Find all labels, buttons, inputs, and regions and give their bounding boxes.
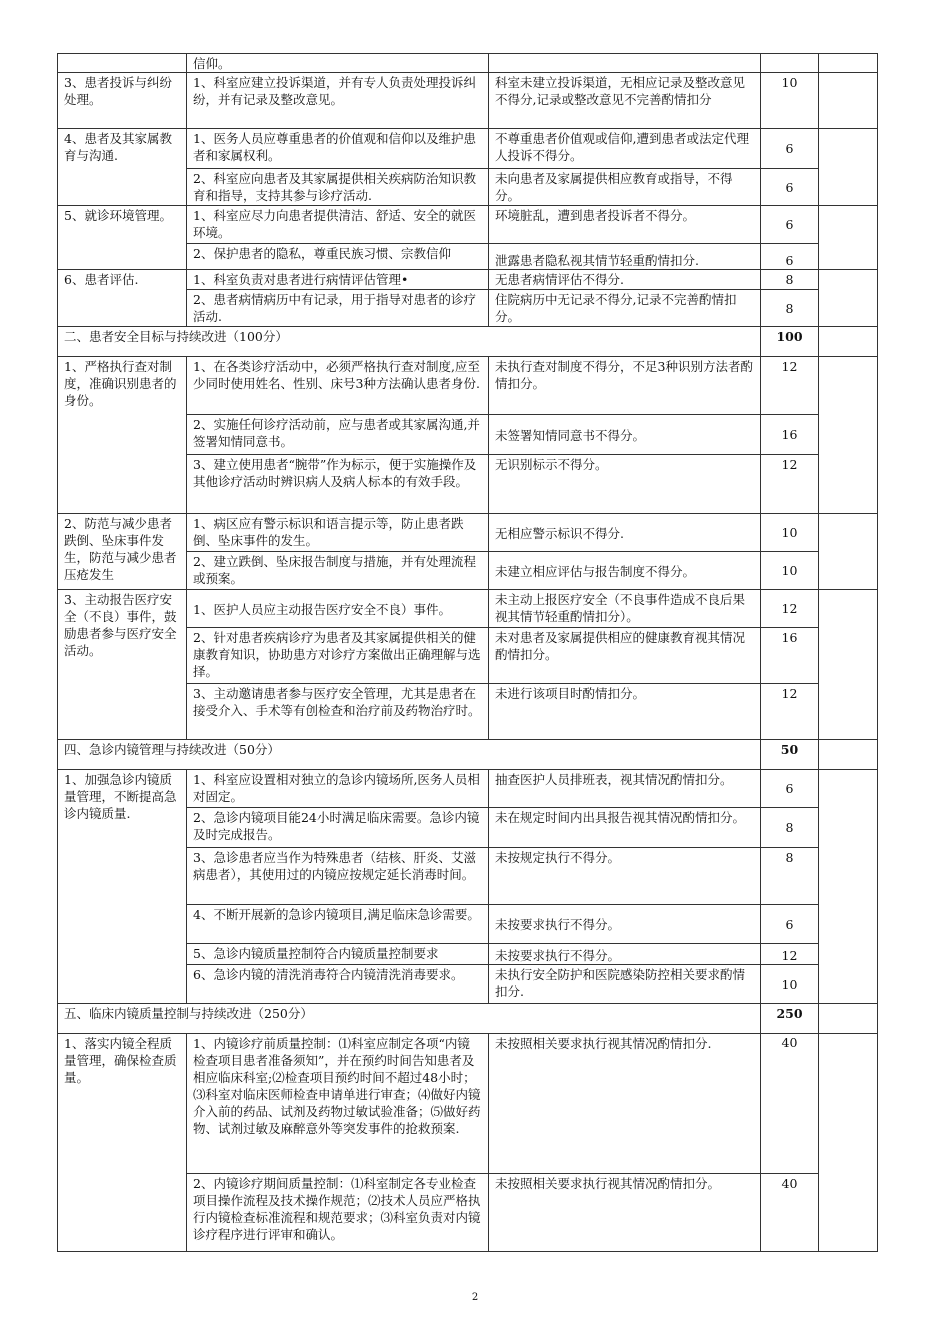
table-row <box>58 590 878 628</box>
score-cell: 10 <box>761 965 819 1004</box>
content-cell: 1、科室应建立投诉渠道，并有专人负责处理投诉纠纷，并有记录及整改意见。 <box>187 73 489 129</box>
section-header-row <box>58 740 878 770</box>
criteria-cell: 未按要求执行不得分。 <box>489 944 761 965</box>
blank-cell <box>819 514 878 590</box>
criteria-cell: 科室未建立投诉渠道，无相应记录及整改意见不得分,记录或整改意见不完善酌情扣分 <box>489 73 761 129</box>
content-cell: 3、急诊患者应当作为特殊患者（结核、肝炎、艾滋病患者），其使用过的内镜应按规定延长消毒时间。 <box>187 848 489 905</box>
content-cell: 2、保护患者的隐私，尊重民族习惯、宗教信仰 <box>187 244 489 270</box>
section-total: 100 <box>761 327 819 357</box>
table-row <box>58 54 878 73</box>
item-cell: 2、防范与减少患者跌倒、坠床事件发生，防范与减少患者压疮发生 <box>58 514 187 590</box>
content-cell: 4、不断开展新的急诊内镜项目,满足临床急诊需要。 <box>187 905 489 944</box>
criteria-cell: 未在规定时间内出具报告视其情况酌情扣分。 <box>489 808 761 848</box>
section-header-row <box>58 1004 878 1034</box>
table-row <box>58 514 878 552</box>
section-total: 50 <box>761 740 819 770</box>
criteria-cell: 环境脏乱，遭到患者投诉者不得分。 <box>489 206 761 244</box>
blank-cell <box>819 1034 878 1252</box>
criteria-cell: 未进行该项目时酌情扣分。 <box>489 684 761 740</box>
table-row <box>58 1034 878 1174</box>
section-total: 250 <box>761 1004 819 1034</box>
criteria-cell: 未按要求执行不得分。 <box>489 905 761 944</box>
content-cell: 1、医护人员应主动报告医疗安全不良）事件。 <box>187 590 489 628</box>
score-cell: 8 <box>761 270 819 290</box>
criteria-cell: 无相应警示标识不得分. <box>489 514 761 552</box>
blank-cell <box>819 327 878 357</box>
section-title: 二、患者安全目标与持续改进（100分） <box>58 327 761 357</box>
blank-cell <box>819 590 878 740</box>
score-cell: 10 <box>761 514 819 552</box>
score-cell: 12 <box>761 455 819 514</box>
content-cell: 1、科室负责对患者进行病情评估管理• <box>187 270 489 290</box>
table-row <box>58 129 878 169</box>
content-cell: 2、针对患者疾病诊疗为患者及其家属提供相关的健康教育知识，协助患方对诊疗方案做出正确理解与选择。 <box>187 628 489 684</box>
item-cell: 5、就诊环境管理。 <box>58 206 187 270</box>
table-row <box>58 73 878 129</box>
criteria-cell: 未签署知情同意书不得分。 <box>489 415 761 455</box>
criteria-cell: 泄露患者隐私视其情节轻重酌情扣分. <box>489 244 761 270</box>
criteria-cell: 未按规定执行不得分。 <box>489 848 761 905</box>
content-cell: 1、内镜诊疗前质量控制：⑴科室应制定各项“内镜检查项目患者准备须知”，并在预约时间告知患者及相应临床科室;⑵检查项目预约时间不超过48小时；⑶科室对临床医师检查申请单进行审查；⑷做好内镜介入前的药品、试剂及药物过敏试验准备；⑸做好药物、试剂过敏及麻醉意外等突发事件的抢救预案. <box>187 1034 489 1174</box>
blank-cell <box>819 73 878 129</box>
blank-cell <box>819 357 878 514</box>
content-cell: 2、患者病情病历中有记录，用于指导对患者的诊疗活动. <box>187 290 489 327</box>
criteria-cell: 住院病历中无记录不得分,记录不完善酌情扣分。 <box>489 290 761 327</box>
score-cell: 12 <box>761 944 819 965</box>
content-cell: 信仰。 <box>187 54 489 73</box>
criteria-cell: 未执行安全防护和医院感染防控相关要求酌情扣分. <box>489 965 761 1004</box>
content-cell: 1、在各类诊疗活动中，必须严格执行查对制度,应至少同时使用姓名、性别、床号3种方法确认患者身份. <box>187 357 489 415</box>
page-number: 2 <box>471 1292 479 1303</box>
table-row <box>58 770 878 808</box>
score-cell: 6 <box>761 206 819 244</box>
score-cell: 8 <box>761 290 819 327</box>
score-cell: 6 <box>761 244 819 270</box>
blank-cell <box>819 206 878 270</box>
item-cell: 4、患者及其家属教育与沟通. <box>58 129 187 206</box>
score-cell: 12 <box>761 684 819 740</box>
criteria-cell: 未按照相关要求执行视其情况酌情扣分. <box>489 1034 761 1174</box>
item-cell: 6、患者评估. <box>58 270 187 327</box>
criteria-cell: 无患者病情评估不得分. <box>489 270 761 290</box>
criteria-cell: 未主动上报医疗安全（不良事件造成不良后果视其情节轻重酌情扣分）。 <box>489 590 761 628</box>
content-cell: 1、科室应尽力向患者提供清洁、舒适、安全的就医环境。 <box>187 206 489 244</box>
content-cell: 6、急诊内镜的清洗消毒符合内镜清洗消毒要求。 <box>187 965 489 1004</box>
score-cell: 10 <box>761 73 819 129</box>
section-title: 四、急诊内镜管理与持续改进（50分） <box>58 740 761 770</box>
blank-cell <box>819 770 878 1004</box>
criteria-cell: 未向患者及家属提供相应教育或指导，不得分。 <box>489 169 761 206</box>
score-cell: 16 <box>761 628 819 684</box>
item-cell: 1、严格执行查对制度，准确识别患者的身份。 <box>58 357 187 514</box>
score-cell: 40 <box>761 1174 819 1252</box>
score-cell: 6 <box>761 169 819 206</box>
content-cell: 5、急诊内镜质量控制符合内镜质量控制要求 <box>187 944 489 965</box>
section-title: 五、临床内镜质量控制与持续改进（250分） <box>58 1004 761 1034</box>
criteria-cell: 未对患者及家属提供相应的健康教育视其情况酌情扣分。 <box>489 628 761 684</box>
score-cell: 6 <box>761 905 819 944</box>
score-cell: 12 <box>761 357 819 415</box>
score-cell: 8 <box>761 848 819 905</box>
blank-cell <box>819 740 878 770</box>
score-cell: 10 <box>761 552 819 590</box>
criteria-cell: 无识别标示不得分。 <box>489 455 761 514</box>
criteria-cell: 未建立相应评估与报告制度不得分。 <box>489 552 761 590</box>
content-cell: 1、医务人员应尊重患者的价值观和信仰以及维护患者和家属权利。 <box>187 129 489 169</box>
table-row <box>58 270 878 290</box>
content-cell: 3、主动邀请患者参与医疗安全管理，尤其是患者在接受介入、手术等有创检查和治疗前及药物治疗时。 <box>187 684 489 740</box>
content-cell: 2、科室应向患者及其家属提供相关疾病防治知识教育和指导，支持其参与诊疗活动. <box>187 169 489 206</box>
criteria-cell: 抽查医护人员排班表，视其情况酌情扣分。 <box>489 770 761 808</box>
blank-cell <box>819 270 878 327</box>
content-cell: 2、内镜诊疗期间质量控制：⑴科室制定各专业检查项目操作流程及技术操作规范；⑵技术人员应严格执行内镜检查标准流程和规范要求；⑶科室负责对内镜诊疗程序进行评审和确认。 <box>187 1174 489 1252</box>
item-cell: 3、患者投诉与纠纷处理。 <box>58 73 187 129</box>
item-cell: 1、加强急诊内镜质量管理，不断提高急诊内镜质量. <box>58 770 187 1004</box>
criteria-cell: 未执行查对制度不得分，不足3种识别方法者酌情扣分。 <box>489 357 761 415</box>
score-cell: 12 <box>761 590 819 628</box>
score-cell: 16 <box>761 415 819 455</box>
criteria-cell: 未按照相关要求执行视其情况酌情扣分。 <box>489 1174 761 1252</box>
section-header-row <box>58 327 878 357</box>
table-row <box>58 206 878 244</box>
criteria-cell: 不尊重患者价值观或信仰,遭到患者或法定代理人投诉不得分。 <box>489 129 761 169</box>
item-cell: 3、主动报告医疗安全（不良）事件，鼓励患者参与医疗安全活动。 <box>58 590 187 740</box>
score-cell: 6 <box>761 770 819 808</box>
content-cell: 2、建立跌倒、坠床报告制度与措施，并有处理流程或预案。 <box>187 552 489 590</box>
score-cell: 6 <box>761 129 819 169</box>
score-cell: 8 <box>761 808 819 848</box>
content-cell: 2、实施任何诊疗活动前，应与患者或其家属沟通,并签署知情同意书。 <box>187 415 489 455</box>
content-cell: 3、建立使用患者“腕带”作为标示，便于实施操作及其他诊疗活动时辨识病人及病人标本的有效手段。 <box>187 455 489 514</box>
blank-cell <box>819 129 878 206</box>
content-cell: 2、急诊内镜项目能24小时满足临床需要。急诊内镜及时完成报告。 <box>187 808 489 848</box>
content-cell: 1、科室应设置相对独立的急诊内镜场所,医务人员相对固定。 <box>187 770 489 808</box>
evaluation-table <box>57 53 878 1252</box>
score-cell: 40 <box>761 1034 819 1174</box>
table-row <box>58 357 878 415</box>
content-cell: 1、病区应有警示标识和语言提示等，防止患者跌倒、坠床事件的发生。 <box>187 514 489 552</box>
item-cell: 1、落实内镜全程质量管理，确保检查质量。 <box>58 1034 187 1252</box>
blank-cell <box>819 1004 878 1034</box>
